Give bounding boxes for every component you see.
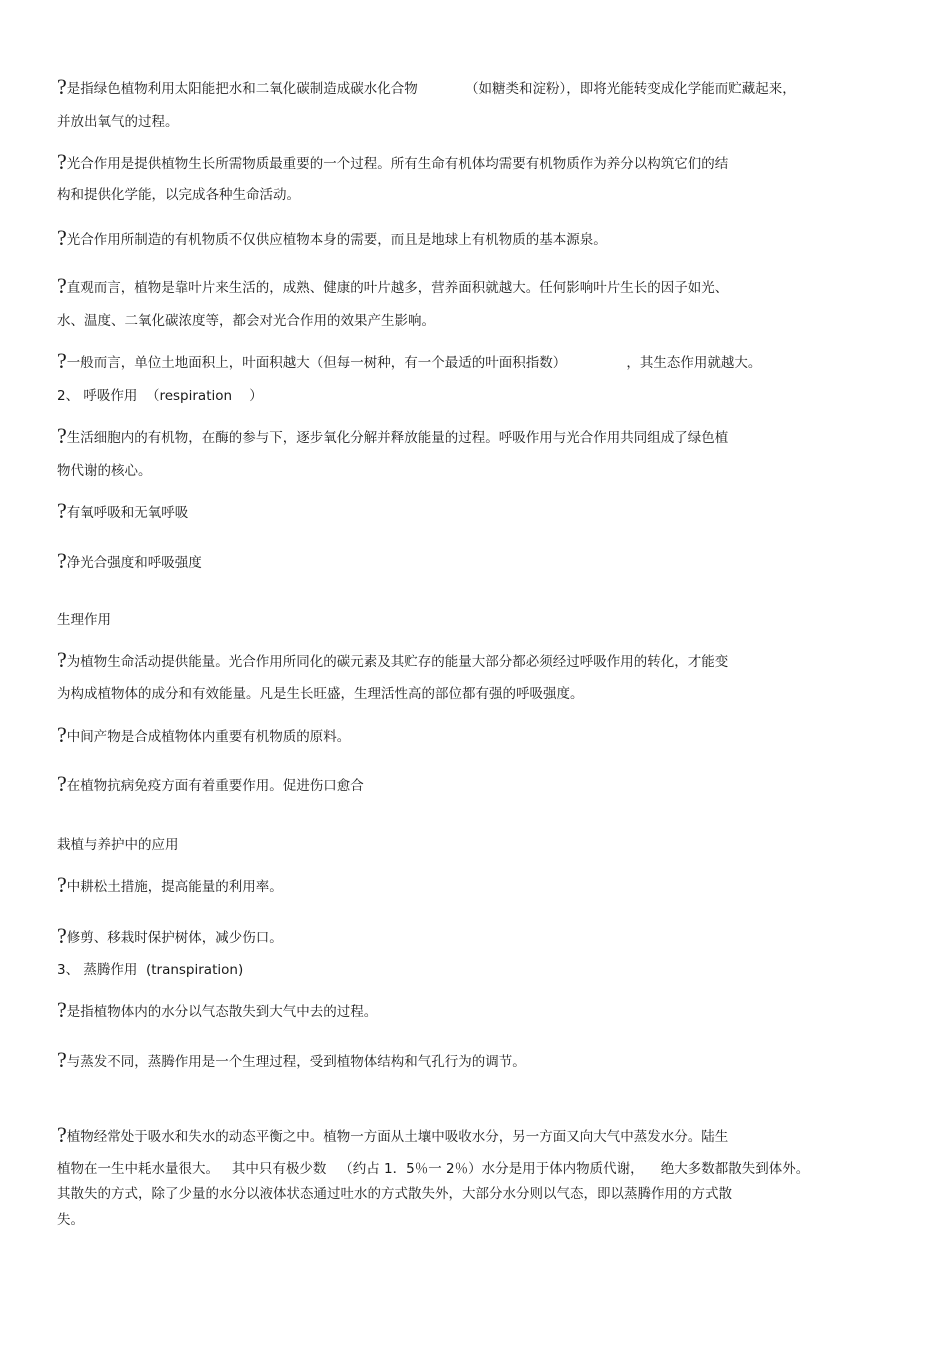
question-mark-bullet-icon: ? — [57, 722, 67, 747]
line-text: 生理作用 — [57, 612, 111, 628]
subsection-heading — [57, 836, 179, 854]
line-text: 修剪、移栽时保护树体，减少伤口。 — [66, 930, 283, 946]
question-mark-bullet-icon: ? — [57, 872, 67, 897]
question-mark-bullet-icon: ? — [57, 498, 67, 523]
line-text: 3、 蒸腾作用 (transpiration) — [57, 962, 244, 978]
paragraph-line — [57, 113, 179, 131]
section-heading — [57, 387, 263, 405]
line-text: 是指绿色植物利用太阳能把水和二氧化碳制造成碳水化合物 （如糖类和淀粉），即将光能转变成化学能而贮藏起来， — [66, 81, 796, 97]
paragraph-line — [57, 1185, 732, 1203]
line-text: 直观而言，植物是靠叶片来生活的，成熟、健康的叶片越多，营养面积就越大。任何影响叶片生长的因子如光、 — [66, 280, 729, 296]
line-text: 其散失的方式，除了少量的水分以液体状态通过吐水的方式散失外，大部分水分则以气态，即以蒸腾作用的方式散 — [57, 1186, 732, 1202]
question-mark-bullet-icon: ? — [57, 273, 67, 298]
line-text: 为植物生命活动提供能量。光合作用所同化的碳元素及其贮存的能量大部分都必须经过呼吸作用的转化，才能变 — [66, 654, 729, 670]
paragraph-line — [57, 872, 283, 897]
paragraph-line — [57, 74, 796, 99]
line-text: 中间产物是合成植物体内重要有机物质的原料。 — [66, 729, 351, 745]
line-text: 与蒸发不同，蒸腾作用是一个生理过程，受到植物体结构和气孔行为的调节。 — [66, 1054, 526, 1070]
line-text: 是指植物体内的水分以气态散失到大气中去的过程。 — [66, 1004, 378, 1020]
question-mark-bullet-icon: ? — [57, 74, 67, 99]
line-text: 生活细胞内的有机物，在酶的参与下，逐步氧化分解并释放能量的过程。呼吸作用与光合作用共同组成了绿色植 — [66, 430, 729, 446]
question-mark-bullet-icon: ? — [57, 423, 67, 448]
question-mark-bullet-icon: ? — [57, 548, 67, 573]
question-mark-bullet-icon: ? — [57, 647, 67, 672]
line-text: 一般而言，单位土地面积上，叶面积越大（但每一树种，有一个最适的叶面积指数） ，其生态作用就越大。 — [66, 355, 762, 371]
paragraph-line — [57, 186, 300, 204]
line-text: 有氧呼吸和无氧呼吸 — [66, 505, 189, 521]
paragraph-line — [57, 225, 607, 250]
paragraph-line — [57, 685, 584, 703]
line-text: 为构成植物体的成分和有效能量。凡是生长旺盛，生理活性高的部位都有强的呼吸强度。 — [57, 686, 584, 702]
question-mark-bullet-icon: ? — [57, 225, 67, 250]
paragraph-line — [57, 1047, 526, 1072]
section-heading — [57, 961, 243, 979]
paragraph-line — [57, 647, 729, 672]
question-mark-bullet-icon: ? — [57, 771, 67, 796]
question-mark-bullet-icon: ? — [57, 997, 67, 1022]
question-mark-bullet-icon: ? — [57, 923, 67, 948]
line-text: 2、 呼吸作用 （respiration ） — [57, 388, 263, 404]
line-text: 植物经常处于吸水和失水的动态平衡之中。植物一方面从土壤中吸收水分，另一方面又向大气中蒸发水分。陆生 — [66, 1129, 729, 1145]
paragraph-line — [57, 498, 189, 523]
paragraph-line — [57, 462, 152, 480]
paragraph-line — [57, 1160, 809, 1178]
line-text: 物代谢的核心。 — [57, 463, 152, 479]
paragraph-line — [57, 548, 202, 573]
question-mark-bullet-icon: ? — [57, 348, 67, 373]
line-text: 构和提供化学能，以完成各种生命活动。 — [57, 187, 300, 203]
line-text: 水、温度、二氧化碳浓度等，都会对光合作用的效果产生影响。 — [57, 313, 435, 329]
paragraph-line — [57, 1122, 729, 1147]
paragraph-line — [57, 149, 729, 174]
paragraph-line — [57, 312, 435, 330]
question-mark-bullet-icon: ? — [57, 1122, 67, 1147]
line-text: 植物在一生中耗水量很大。 其中只有极少数 （约占 1．5％一 2％）水分是用于体内物质代谢， 绝大多数都散失到体外。 — [57, 1161, 810, 1177]
line-text: 在植物抗病免疫方面有着重要作用。促进伤口愈合 — [66, 778, 364, 794]
subsection-heading — [57, 611, 111, 629]
question-mark-bullet-icon: ? — [57, 149, 67, 174]
line-text: 光合作用是提供植物生长所需物质最重要的一个过程。所有生命有机体均需要有机物质作为养分以构筑它们的结 — [66, 156, 729, 172]
line-text: 栽植与养护中的应用 — [57, 837, 179, 853]
line-text: 净光合强度和呼吸强度 — [66, 555, 202, 571]
paragraph-line — [57, 771, 364, 796]
line-text: 失。 — [57, 1212, 84, 1228]
paragraph-line — [57, 1211, 84, 1229]
line-text: 光合作用所制造的有机物质不仅供应植物本身的需要，而且是地球上有机物质的基本源泉。 — [66, 232, 607, 248]
question-mark-bullet-icon: ? — [57, 1047, 67, 1072]
paragraph-line — [57, 273, 729, 298]
paragraph-line — [57, 923, 283, 948]
paragraph-line — [57, 722, 351, 747]
line-text: 中耕松土措施，提高能量的利用率。 — [66, 879, 283, 895]
line-text: 并放出氧气的过程。 — [57, 114, 179, 130]
paragraph-line — [57, 348, 762, 373]
paragraph-line — [57, 423, 729, 448]
paragraph-line — [57, 997, 378, 1022]
